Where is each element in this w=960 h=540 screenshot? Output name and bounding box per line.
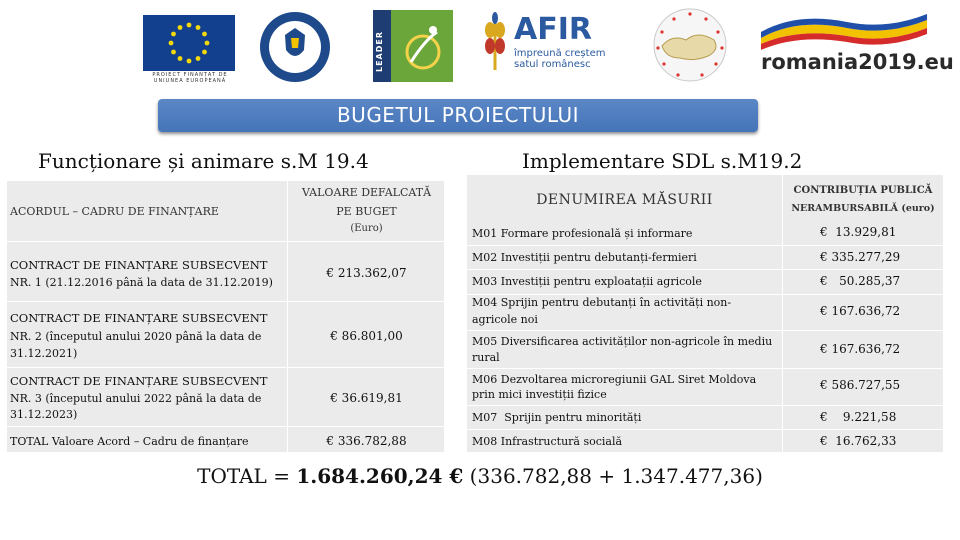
contract-1-value: € 213.362,07 [326, 266, 407, 280]
m08-value: € 16.762,33 [820, 434, 897, 448]
m06-label-2: prin mici investiții fizice [472, 388, 607, 401]
m04-value: € 167.636,72 [820, 304, 901, 318]
m03-value: € 50.285,37 [820, 274, 901, 288]
m02-value: € 335.277,29 [820, 250, 901, 264]
right-col1-header: DENUMIREA MĂSURII [536, 192, 713, 208]
eu-stars-icon [143, 15, 235, 71]
gal-logo [650, 6, 730, 84]
m08-label: M08 Infrastructură socială [472, 435, 623, 448]
left-total-label: TOTAL Valoare Acord – Cadru de finanțare [10, 435, 249, 448]
m07-label: M07 Sprijin pentru minorități [472, 411, 642, 424]
afir-logo [480, 12, 610, 74]
contract-3-line3: 31.12.2023) [10, 408, 78, 421]
contract-1-line2: NR. 1 (21.12.2016 până la data de 31.12.2019) [10, 276, 273, 289]
left-col2-header-3: (Euro) [350, 223, 383, 234]
left-budget-table [7, 181, 444, 452]
contract-2-value: € 86.801,00 [330, 329, 403, 343]
wheat-icon [480, 12, 510, 74]
eu-flag-logo [143, 15, 235, 71]
right-col2-header-1: CONTRIBUȚIA PUBLICĂ [793, 185, 933, 196]
contract-3-line1: CONTRACT DE FINANȚARE SUBSECVENT [10, 374, 268, 388]
left-total-value: € 336.782,88 [326, 434, 407, 448]
afir-tagline-2: satul românesc [514, 59, 591, 70]
romania2019-text: romania2019.eu [761, 50, 954, 74]
left-col2-header-2: PE BUGET [336, 205, 397, 218]
contract-2-line1: CONTRACT DE FINANȚARE SUBSECVENT [10, 311, 268, 325]
romania2019-logo [757, 14, 954, 80]
eu-caption: PROIECT FINANȚAT DE UNIUNEA EUROPEANĂ [152, 72, 228, 84]
left-section-heading: Funcționare și animare s.M 19.4 [38, 149, 369, 173]
m01-label: M01 Formare profesională și informare [472, 227, 693, 240]
gal-emblem-icon [650, 6, 730, 84]
ribbon-icon [757, 14, 932, 50]
m01-value: € 13.929,81 [820, 225, 897, 239]
leader-text: LEADER [375, 30, 384, 72]
m03-label: M03 Investiții pentru exploatații agricole [472, 275, 702, 288]
contract-1-line1: CONTRACT DE FINANȚARE SUBSECVENT [10, 258, 268, 272]
banner-title: BUGETUL PROIECTULUI [336, 103, 580, 127]
contract-3-value: € 36.619,81 [330, 391, 403, 405]
contract-2-line3: 31.12.2021) [10, 347, 78, 360]
grand-total-prefix: TOTAL = [197, 464, 297, 488]
m02-label: M02 Investiții pentru debutanți-fermieri [472, 251, 697, 264]
leader-logo [373, 10, 453, 82]
m04-label-1: M04 Sprijin pentru debutanți în activități non- [472, 296, 732, 309]
leader-emblem-icon [373, 10, 453, 82]
right-measures-table [467, 175, 943, 452]
contract-3-line2: NR. 3 (începutul anului 2022 până la data de [10, 392, 262, 405]
m07-value: € 9.221,58 [820, 410, 897, 424]
government-logo [258, 10, 332, 84]
grand-total-breakdown: (336.782,88 + 1.347.477,36) [463, 464, 763, 488]
grand-total-amount: 1.684.260,24 € [296, 464, 464, 488]
grand-total [0, 464, 960, 488]
m05-label-2: rural [472, 351, 500, 364]
afir-tagline-1: împreună creștem [514, 48, 606, 59]
afir-name: AFIR [514, 12, 592, 47]
m04-label-2: agricole noi [472, 313, 538, 326]
left-col1-header: ACORDUL – CADRU DE FINANȚARE [10, 205, 219, 218]
m05-label-1: M05 Diversificarea activităților non-agricole în mediu [472, 335, 773, 348]
contract-2-line2: NR. 2 (începutul anului 2020 până la data de [10, 330, 262, 343]
right-col2-header-2: NERAMBURSABILĂ (euro) [791, 203, 935, 214]
m06-value: € 586.727,55 [820, 378, 901, 392]
left-col2-header-1: VALOARE DEFALCATĂ [301, 186, 432, 199]
m06-label-1: M06 Dezvoltarea microregiunii GAL Siret Moldova [472, 373, 757, 386]
right-section-heading: Implementare SDL s.M19.2 [522, 149, 803, 173]
government-seal-icon [258, 10, 332, 84]
m05-value: € 167.636,72 [820, 342, 901, 356]
